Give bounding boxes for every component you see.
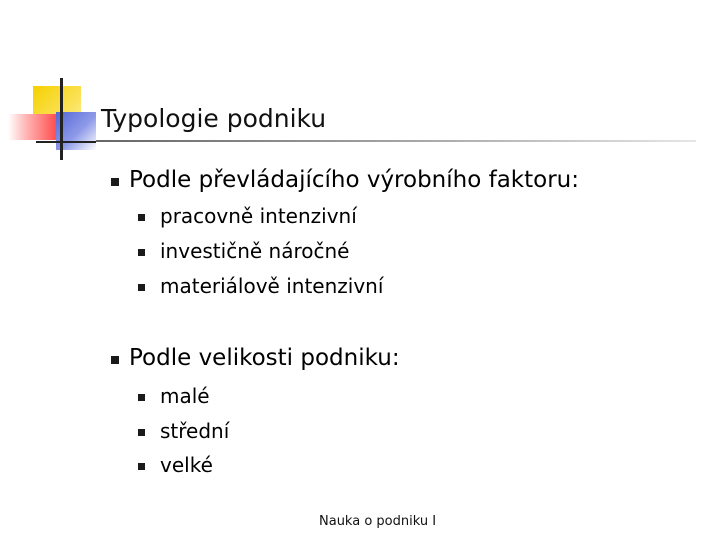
list-item: materiálově intenzivní [160,274,384,298]
section-heading-factor: Podle převládajícího výrobního faktoru: [129,167,579,193]
sub-bullet-square-icon [138,284,145,291]
bullet-square-icon [111,178,119,186]
sub-bullet-square-icon [138,214,145,221]
list-item: malé [160,384,210,408]
list-item: střední [160,419,230,443]
sub-bullet-square-icon [138,249,145,256]
bullet-square-icon [111,356,119,364]
horizontal-line [36,141,96,143]
slide-footer: Nauka o podniku I [319,514,437,529]
list-item: velké [160,453,213,477]
red-bar [8,114,58,140]
sub-bullet-square-icon [138,429,145,436]
section-heading-size: Podle velikosti podniku: [129,345,400,371]
vertical-line [60,78,63,160]
decorative-logo [0,0,120,170]
slide-title: Typologie podniku [101,104,327,133]
list-item: investičně náročné [160,239,350,263]
list-item: pracovně intenzivní [160,204,357,228]
sub-bullet-square-icon [138,463,145,470]
sub-bullet-square-icon [138,394,145,401]
title-underline [96,140,696,142]
